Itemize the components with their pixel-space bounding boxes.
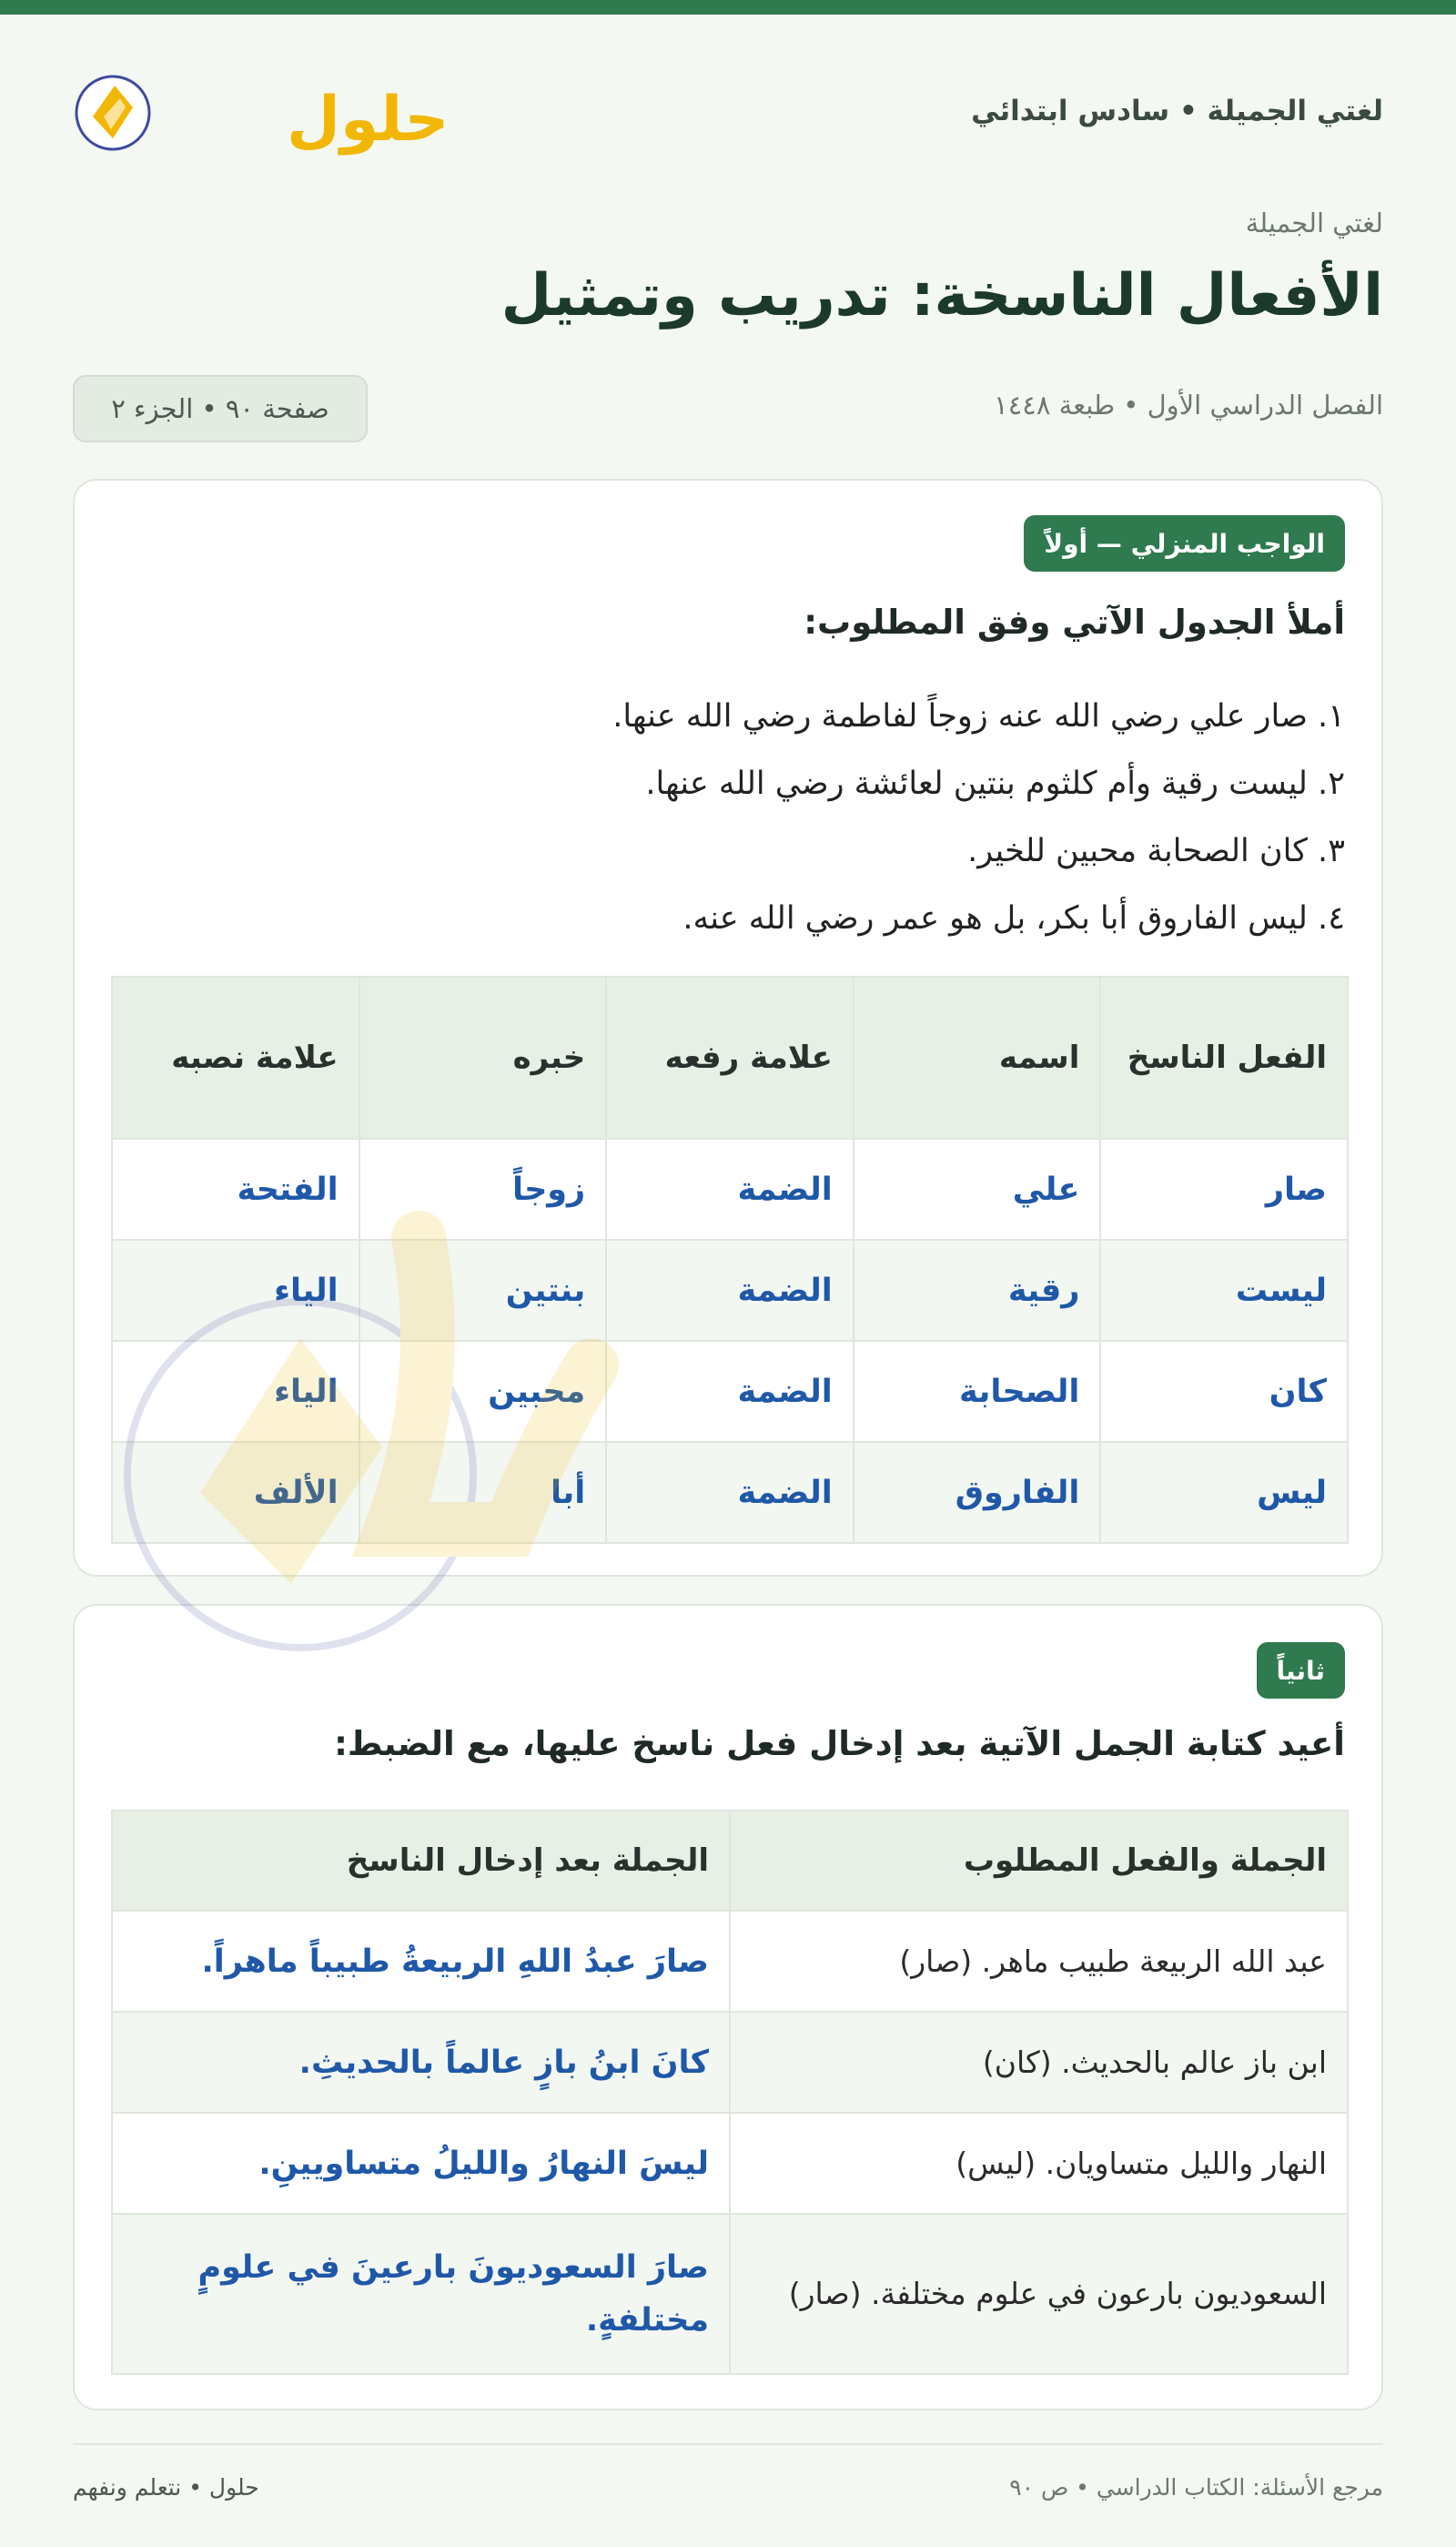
breadcrumb: لغتي الجميلة (1245, 208, 1383, 238)
table-cell: الصحابة (854, 1341, 1101, 1442)
table-cell: الفتحة (112, 1139, 359, 1240)
section-badge: ثانياً (1257, 1642, 1345, 1699)
sentence-item: ١. صار علي رضي الله عنه زوجاً لفاطمة رضي الله عنها. (612, 698, 1345, 735)
rewrite-table (111, 1810, 1349, 2375)
sentence-item: ٢. ليست رقية وأم كلثوم بنتين لعائشة رضي الله عنها. (645, 766, 1345, 802)
section-badge: الواجب المنزلي — أولاً (1024, 515, 1345, 572)
table-cell: الضمة (606, 1240, 854, 1341)
column-header: اسمه (854, 977, 1101, 1139)
table-cell: الفاروق (854, 1442, 1101, 1543)
table-cell: بنتين (359, 1240, 607, 1341)
table-cell: ليسَ النهارُ والليلُ متساويينِ. (112, 2113, 730, 2214)
table-row (112, 1341, 1348, 1442)
section-instruction: أعيد كتابة الجمل الآتية بعد إدخال فعل ناسخ عليها، مع الضبط: (334, 1724, 1345, 1763)
footer-divider (73, 2443, 1383, 2445)
rewrite-card (73, 1604, 1383, 2410)
footer-brand: حلول • نتعلم ونفهم (73, 2474, 259, 2501)
table-row (112, 1240, 1348, 1341)
table-cell: كان (1100, 1341, 1348, 1442)
page-header (73, 55, 1383, 173)
table-cell: الضمة (606, 1341, 854, 1442)
table-cell: صار (1100, 1139, 1348, 1240)
table-row (112, 2012, 1348, 2113)
table-cell: علي (854, 1139, 1101, 1240)
table-row (112, 1911, 1348, 2012)
sentence-item: ٤. ليس الفاروق أبا بكر، بل هو عمر رضي الله عنه. (682, 900, 1345, 937)
table-cell: أبا (359, 1442, 607, 1543)
homework-card (73, 479, 1383, 1577)
table-header-row (112, 977, 1348, 1139)
table-cell: الألف (112, 1442, 359, 1543)
table-row (112, 2113, 1348, 2214)
sentence-item: ٣. كان الصحابة محبين للخير. (967, 833, 1345, 869)
table-cell: النهار والليل متساويان. (ليس) (730, 2113, 1348, 2214)
analysis-table (111, 976, 1349, 1544)
page-title: الأفعال الناسخة: تدريب وتمثيل (500, 262, 1383, 330)
table-cell: عبد الله الربيعة طبيب ماهر. (صار) (730, 1911, 1348, 2012)
table-cell: محبين (359, 1341, 607, 1442)
column-header: الجملة بعد إدخال الناسخ (112, 1811, 730, 1911)
table-row (112, 1139, 1348, 1240)
table-cell: رقية (854, 1240, 1101, 1341)
table-cell: صارَ السعوديونَ بارعينَ في علومٍ مختلفةٍ. (112, 2214, 730, 2374)
table-cell: الضمة (606, 1139, 854, 1240)
hulul-logo[interactable] (73, 62, 450, 162)
table-cell: ليست (1100, 1240, 1348, 1341)
column-header: الفعل الناسخ (1100, 977, 1348, 1139)
table-cell: الياء (112, 1240, 359, 1341)
column-header: الجملة والفعل المطلوب (730, 1811, 1348, 1911)
footer-source: مرجع الأسئلة: الكتاب الدراسي • ص ٩٠ (1009, 2474, 1383, 2501)
section-instruction: أملأ الجدول الآتي وفق المطلوب: (804, 603, 1345, 642)
page-reference-pill: صفحة ٩٠ • الجزء ٢ (73, 375, 368, 442)
table-cell: كانَ ابنُ بازٍ عالماً بالحديثِ. (112, 2012, 730, 2113)
column-header: خبره (359, 977, 607, 1139)
subject-line: لغتي الجميلة • سادس ابتدائي (971, 95, 1383, 127)
table-cell: الضمة (606, 1442, 854, 1543)
logo-wordmark: حلول (287, 84, 450, 156)
edition-meta: الفصل الدراسي الأول • طبعة ١٤٤٨ (994, 390, 1383, 421)
table-header-row (112, 1811, 1348, 1911)
table-cell: الياء (112, 1341, 359, 1442)
table-cell: زوجاً (359, 1139, 607, 1240)
table-cell: ليس (1100, 1442, 1348, 1543)
table-cell: ابن باز عالم بالحديث. (كان) (730, 2012, 1348, 2113)
top-accent-bar (0, 0, 1456, 15)
column-header: علامة رفعه (606, 977, 854, 1139)
table-row (112, 1442, 1348, 1543)
sentence-list (107, 683, 1345, 952)
column-header: علامة نصبه (112, 977, 359, 1139)
table-cell: صارَ عبدُ اللهِ الربيعةُ طبيباً ماهراً. (112, 1911, 730, 2012)
table-row (112, 2214, 1348, 2374)
table-cell: السعوديون بارعون في علوم مختلفة. (صار) (730, 2214, 1348, 2374)
